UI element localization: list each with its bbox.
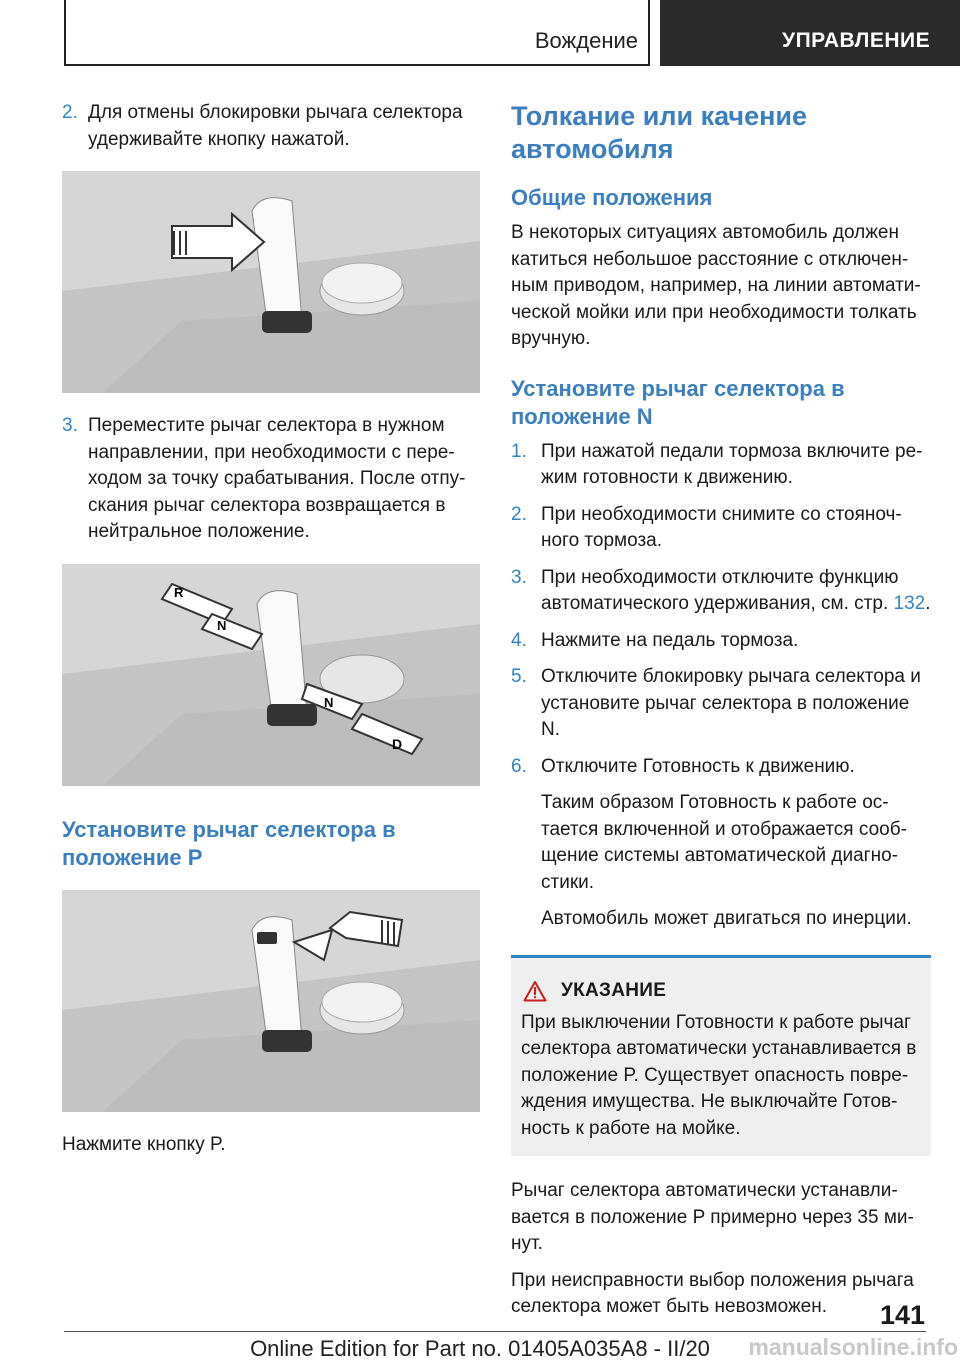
note-header [521,980,921,1002]
position-label-n-lower: N [324,694,334,710]
step-number: 1. [511,440,527,462]
heading-position-p: Установите рычаг селектора в положение P [62,816,396,870]
step-number: 3. [511,566,527,588]
step-n-6 [511,754,931,933]
step-text-end: . [925,593,931,614]
footer-rule [64,1331,926,1332]
step-n-1 [511,439,931,492]
step-subtext: Автомобиль может двигаться по инерции. [541,908,912,929]
auto-park-paragraph: Рычаг селектора автоматически устанавливается в положение P примерно через 35 минут. [511,1180,914,1254]
step-text-main: При необходимости отключите функцию автоматического удерживания, см. стр. [541,566,899,614]
step-3-move-selector [62,413,480,546]
step-n-2 [511,502,931,555]
step-2-unlock [62,100,480,153]
note-title: УКАЗАНИЕ [561,979,667,1001]
header-section-title: Вождение [534,28,638,53]
step-number: 2. [62,102,78,123]
step-n-3 [511,565,931,618]
gear-selector-park-button-illustration [62,890,480,1112]
header-chapter-tab: УПРАВЛЕНИЕ [660,0,960,66]
general-text: В некоторых ситуациях автомобиль должен катиться небольшое расстояние с отключенным приводом, например, на линии автоматической мойки или при необходимости толкать вручную. [511,222,921,349]
watermark: manualsonline.info [748,1334,958,1360]
warning-triangle-icon [523,980,547,1002]
page-number: 141 [880,1300,926,1330]
step-subtext: Таким образом Готовность к работе остается включенной и отображается сообщение системы автоматической диагностики. [541,792,907,893]
note-box [511,955,931,1157]
step-text: Для отмены блокировки рычага селектора удерживайте кнопку нажатой. [88,102,463,150]
step-number: 6. [511,755,527,777]
step-text: Отключите блокировку рычага селектора и установите рычаг селектора в положение N. [541,666,921,740]
malfunction-paragraph: При неисправности выбор положения рычага селектора может быть невозможен. [511,1269,914,1317]
note-text: При выключении Готовности к работе рычаг селектора автоматически устанавливается в положение P. Существует опасность повреждения имущества. Не выключайте Готовность к работе на мойке. [521,1011,917,1139]
step-n-5 [511,664,931,744]
page-reference-link[interactable]: 132 [893,593,926,614]
step-number: 2. [511,503,527,525]
press-p-instruction: Нажмите кнопку P. [62,1133,226,1155]
step-body [541,754,931,933]
header-section-box [64,0,650,66]
step-text: При нажатой педали тормоза включите режим готовности к движению. [541,440,923,488]
position-label-r: R [174,584,184,600]
step-number: 4. [511,629,527,651]
step-text: Отключите Готовность к движению. [541,755,855,777]
step-n-4 [511,628,931,655]
step-text: При необходимости снимите со стояночного тормоза. [541,503,902,551]
heading-position-n: Установите рычаг селектора в положение N [511,375,845,429]
step-number: 5. [511,666,527,687]
section-title: Толкание или качение автомобиля [511,101,808,164]
heading-general: Общие положения [511,185,713,210]
step-number: 3. [62,415,78,436]
right-column [511,100,931,1331]
gear-selector-unlock-illustration [62,171,480,393]
footer-edition-text: Online Edition for Part no. 01405A035A8 - II/20 [250,1336,710,1361]
step-text: Нажмите на педаль тормоза. [541,629,799,651]
step-text: Переместите рычаг селектора в нужном направлении, при необходимости с переходом за точку срабатывания. После отпускания рычаг селектора возвращается в нейтральное положение. [88,415,466,542]
position-label-d: D [392,735,403,752]
gear-selector-positions-illustration [62,564,480,786]
position-label-n-upper: N [217,617,227,633]
left-column [62,100,480,1168]
step-text [541,565,931,618]
